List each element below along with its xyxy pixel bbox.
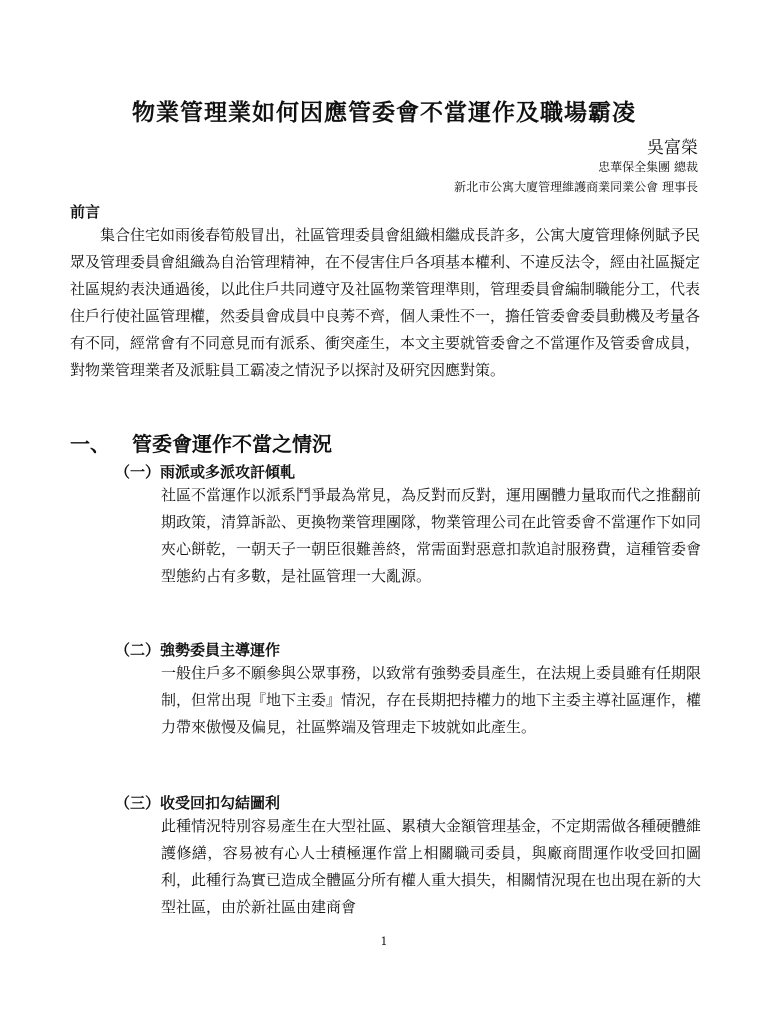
section-number: 一、 [70, 432, 110, 456]
author-name: 吳富榮 [647, 138, 698, 158]
subsection-paragraph-1: 社區不當運作以派系鬥爭最為常見，為反對而反對，運用團體力量取而代之推翻前期政策，清算訴訟、更換物業管理團隊，物業管理公司在此管委會不當運作下如同夾心餅乾，一朝天子一朝臣很難善終，常需面對惡意扣款追討服務費，這種管委會型態約占有多數，是社區管理一大亂源。 [161, 486, 702, 585]
subsection-heading-1: （一）雨派或多派攻訐傾軋 [115, 463, 296, 481]
subsection-paragraph-2: 一般住戶多不願參與公眾事務，以致常有強勢委員產生，在法規上委員雖有任期限制，但常出現『地下主委』情況，存在長期把持權力的地下主委主導社區運作，權力帶來傲慢及偏見，社區弊端及管理走下坡就如此產生。 [161, 664, 702, 736]
author-role-1: 忠華保全集團 總裁 [598, 160, 698, 174]
preface-paragraph: 集合住宅如雨後春筍般冒出，社區管理委員會組織相繼成長許多，公寓大廈管理條例賦予民眾及管理委員會組織為自治管理精神，在不侵害住戶各項基本權利、不違反法令，經由社區擬定社區規約表決通過後，以此住戶共同遵守及社區物業管理準則，管理委員會編制職能分工，代表住戶行使社區管理權，然委員會成員中良莠不齊，個人秉性不一，擔任管委會委員動機及考量各有不同，經常會有不同意見而有派系、衝突產生，本文主要就管委會之不當運作及管委會成員，對物業管理業者及派駐員工霸凌之情況予以探討及研究因應對策。 [70, 226, 701, 379]
page-number: 1 [380, 935, 388, 948]
section-title: 管委會運作不當之情況 [132, 432, 332, 456]
subsection-paragraph-3: 此種情況特別容易產生在大型社區、累積大金額管理基金，不定期需做各種硬體維護修繕，容易被有心人士積極運作當上相關職司委員，與廠商間運作收受回扣圖利，此種行為實已造成全體區分所有權人重大損失，相關情況現在也出現在新的大型社區，由於新社區由建商會 [161, 817, 702, 916]
subsection-heading-2: （二）強勢委員主導運作 [115, 641, 281, 659]
author-role-2: 新北市公寓大廈管理維護商業同業公會 理事長 [454, 180, 698, 194]
preface-heading: 前言 [70, 203, 101, 221]
subsection-heading-3: （三）收受回扣勾結圖利 [115, 794, 281, 812]
section-heading [70, 428, 332, 457]
document-title: 物業管理業如何因應管委會不當運作及職場霸凌 [132, 99, 636, 126]
